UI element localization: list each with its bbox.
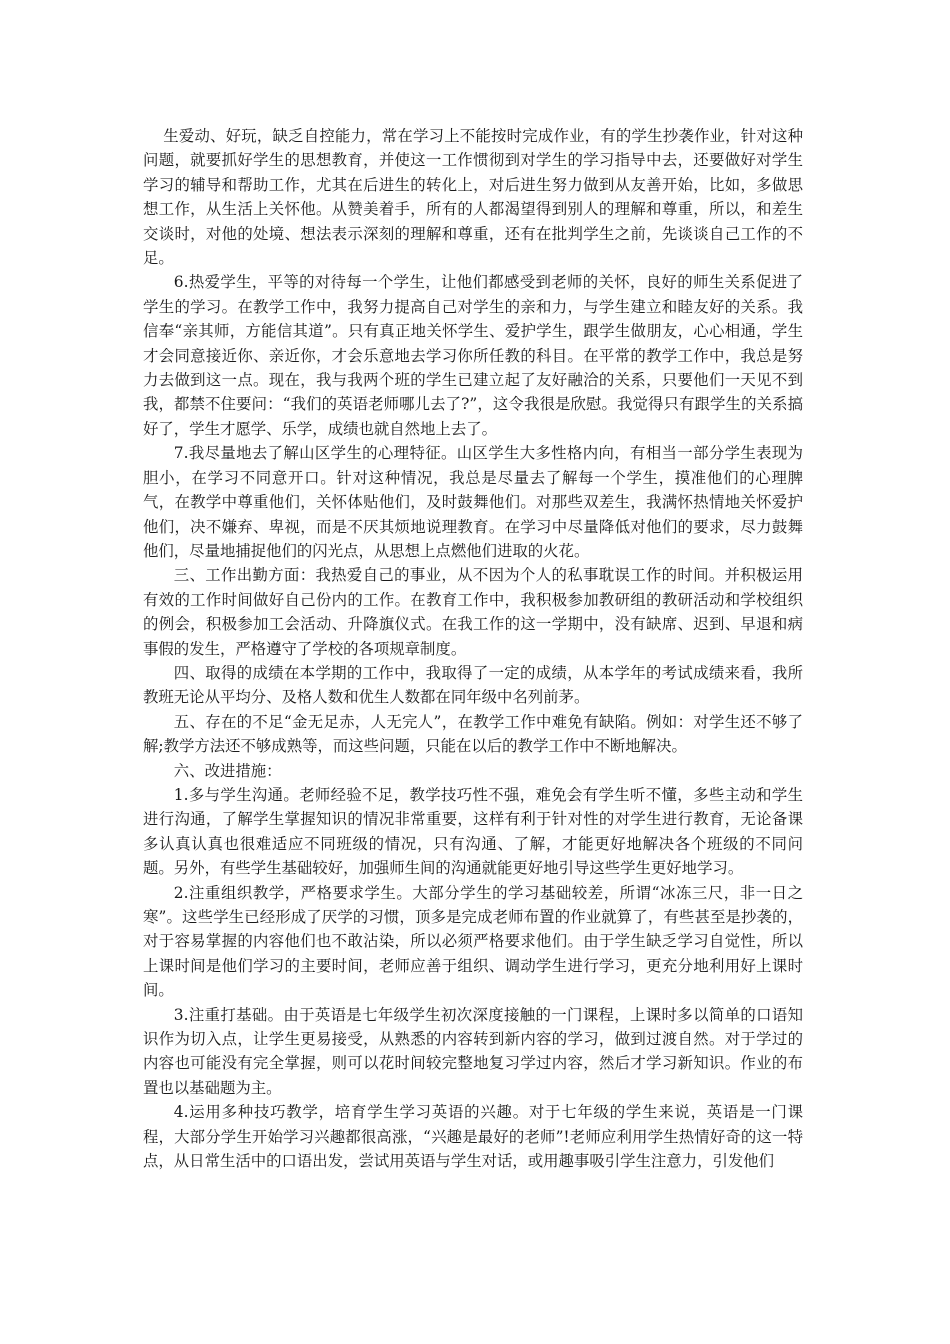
paragraph-measure-4: 4.运用多种技巧教学，培育学生学习英语的兴趣。对于七年级的学生来说，英语是一门课程，大部分学生开始学习兴趣都很高涨，“兴趣是最好的老师”!老师应利用学生热情好奇的这一特点，从日常生活中的口语出发，尝试用英语与学生对话，或用趣事吸引学生注意力，引发他们 <box>143 1103 803 1171</box>
paragraph-measure-3: 3.注重打基础。由于英语是七年级学生初次深度接触的一门课程，上课时多以简单的口语知识作为切入点，让学生更易接受，从熟悉的内容转到新内容的学习，做到过渡自然。对于学过的内容也可能没有完全掌握，则可以花时间较完整地复习学过内容，然后才学习新知识。作业的布置也以基础题为主。 <box>143 1005 803 1097</box>
paragraph-measure-1: 1.多与学生沟通。老师经验不足，教学技巧性不强，难免会有学生听不懂，多些主动和学生进行沟通，了解学生掌握知识的情况非常重要，这样有利于针对性的对学生进行教育，无论备课多认真认真也很难适应不同班级的情况，只有沟通、了解，才能更好地解决各个班级的不同问题。另外，有些学生基础较好，加强师生间的沟通就能更好地引导这些学生更好地学习。 <box>143 785 803 878</box>
paragraph-continuation: 生爱动、好玩，缺乏自控能力，常在学习上不能按时完成作业，有的学生抄袭作业，针对这种问题，就要抓好学生的思想教育，并使这一工作惯彻到对学生的学习指导中去，还要做好对学生学习的辅导和帮助工作，尤其在后进生的转化上，对后进生努力做到从友善开始，比如，多做思想工作，从生活上关怀他。从赞美着手，所有的人都渴望得到别人的理解和尊重，所以，和差生交谈时，对他的处境、想法表示深刻的理解和尊重，还有在批判学生之前，先谈谈自己工作的不足。 <box>143 127 803 268</box>
paragraph-section-shortcomings: 五、存在的不足“金无足赤，人无完人”，在教学工作中难免有缺陷。例如：对学生还不够了解;教学方法还不够成熟等，而这些问题，只能在以后的教学工作中不断地解决。 <box>143 712 803 756</box>
paragraph-item-7: 7.我尽量地去了解山区学生的心理特征。山区学生大多性格内向，有相当一部分学生表现为胆小，在学习不同意开口。针对这种情况，我总是尽量去了解每一个学生，摸准他们的心理脾气，在教学中尊重他们，关怀体贴他们，及时鼓舞他们。对那些双差生，我满怀热情地关怀爱护他们，决不嫌弃、卑视，而是不厌其烦地说理教育。在学习中尽量降低对他们的要求，尽力鼓舞他们，尽量地捕捉他们的闪光点，从思想上点燃他们进取的火花。 <box>143 444 803 560</box>
document-page <box>143 124 803 1173</box>
paragraph-section-achievements: 四、取得的成绩在本学期的工作中，我取得了一定的成绩，从本学年的考试成绩来看，我所教班无论从平均分、及格人数和优生人数都在同年级中名列前茅。 <box>143 663 803 707</box>
heading-improvement-measures: 六、改进措施： <box>173 761 282 780</box>
paragraph-measure-2: 2.注重组织教学，严格要求学生。大部分学生的学习基础较差，所谓“冰冻三尺，非一日之寒”。这些学生已经形成了厌学的习惯，顶多是完成老师布置的作业就算了，有些甚至是抄袭的，对于容易掌握的内容他们也不敢沾染，所以必须严格要求他们。由于学生缺乏学习自觉性，所以上课时间是他们学习的主要时间，老师应善于组织、调动学生进行学习，更充分地利用好上课时间。 <box>143 883 803 1000</box>
paragraph-section-attendance: 三、工作出勤方面：我热爱自己的事业，从不因为个人的私事耽误工作的时间。并积极运用有效的工作时间做好自己份内的工作。在教育工作中，我积极参加教研组的教研活动和学校组织的例会，积极参加工会活动、升降旗仪式。在我工作的这一学期中，没有缺席、迟到、早退和病事假的发生，严格遵守了学校的各项规章制度。 <box>143 566 803 658</box>
paragraph-item-6: 6.热爱学生，平等的对待每一个学生，让他们都感受到老师的关怀，良好的师生关系促进了学生的学习。在教学工作中，我努力提高自己对学生的亲和力，与学生建立和睦友好的关系。我信奉“亲其师，方能信其道”。只有真正地关怀学生、爱护学生，跟学生做朋友，心心相通，学生才会同意接近你、亲近你，才会乐意地去学习你所任教的科目。在平常的教学工作中，我总是努力去做到这一点。现在，我与我两个班的学生已建立起了友好融洽的关系，只要他们一天见不到我，都禁不住要问：“我们的英语老师哪儿去了?”，这令我很是欣慰。我觉得只有跟学生的关系搞好了，学生才愿学、乐学，成绩也就自然地上去了。 <box>143 273 803 438</box>
